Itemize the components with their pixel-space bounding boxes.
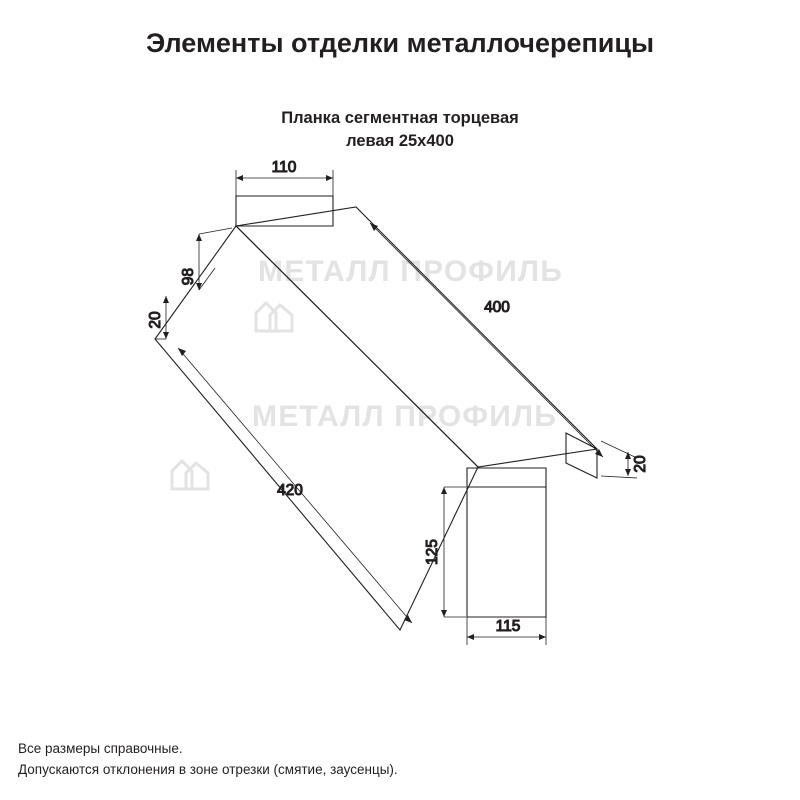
dim-label-115: 115 <box>495 618 521 635</box>
footnotes <box>18 738 618 780</box>
dim-label-98: 98 <box>180 268 197 286</box>
watermark-text-2: МЕТАЛЛ ПРОФИЛЬ <box>252 400 557 433</box>
dim-label-20-left: 20 <box>147 311 164 329</box>
dim-label-420: 420 <box>277 482 303 499</box>
watermark-text-1: МЕТАЛЛ ПРОФИЛЬ <box>258 255 563 288</box>
part-upper-plate <box>236 207 597 467</box>
ext-line-20-right-bottom <box>601 476 637 478</box>
footnote-2: Допускаются отклонения в зоне отрезки (смятие, заусенцы). <box>18 762 398 777</box>
part-bottom-flange <box>467 468 546 617</box>
footnote-1: Все размеры справочные. <box>18 741 183 756</box>
part-top-flange <box>236 196 333 226</box>
dim-label-400: 400 <box>484 299 510 316</box>
dim-line-400 <box>370 223 603 457</box>
page-title: Элементы отделки металлочерепицы <box>145 28 655 58</box>
dim-label-20-right: 20 <box>632 455 649 473</box>
part-lower-body <box>155 226 478 630</box>
subtitle-line-2: левая 25х400 <box>346 132 454 150</box>
ext-line-98-top <box>199 228 232 234</box>
dim-label-110: 110 <box>271 159 297 176</box>
part-right-flange <box>566 433 597 478</box>
ext-line-98-bottom <box>199 268 215 290</box>
subtitle-line-1: Планка сегментная торцевая <box>281 109 519 127</box>
dim-label-125: 125 <box>424 539 441 565</box>
